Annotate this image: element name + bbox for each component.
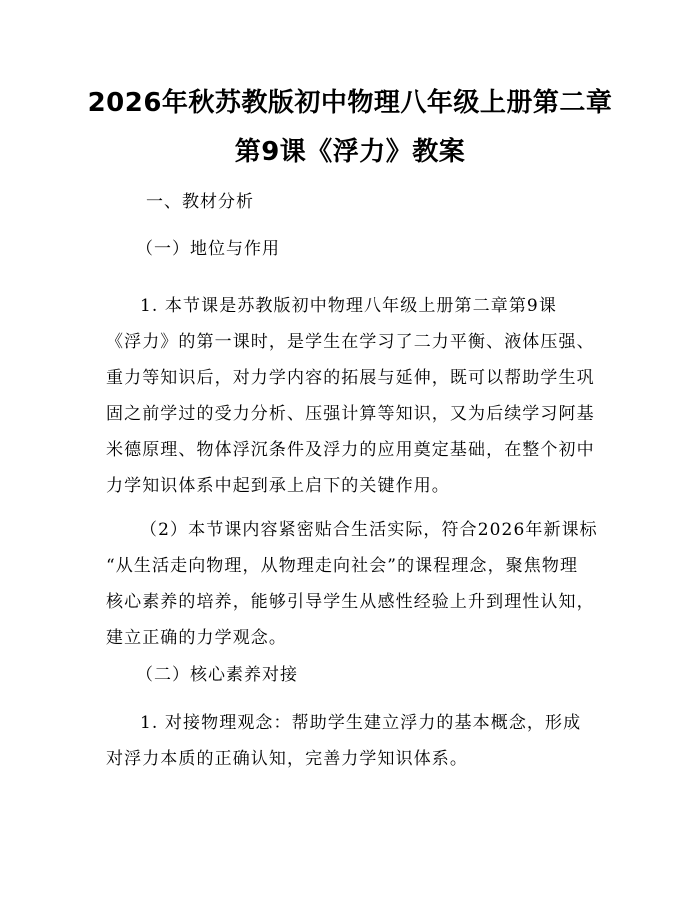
- paragraph-line: 建立正确的力学观念。: [106, 628, 287, 648]
- paragraph-line: 重力等知识后，对力学内容的拓展与延伸，既可以帮助学生巩: [106, 368, 595, 388]
- section-heading-textbook-analysis: 一、教材分析: [146, 192, 254, 212]
- paragraph-line: 《浮力》的第一课时，是学生在学习了二力平衡、液体压强、: [106, 332, 595, 352]
- paragraph-position-role-2: [106, 512, 602, 656]
- paragraph-line: 核心素养的培养，能够引导学生从感性经验上升到理性认知，: [106, 592, 595, 612]
- paragraph-line: （2）本节课内容紧密贴合生活实际，符合2026年新课标: [140, 520, 598, 540]
- paragraph-line: 对浮力本质的正确认知，完善力学知识体系。: [106, 749, 468, 769]
- paragraph-line: 1. 本节课是苏教版初中物理八年级上册第二章第9课: [140, 296, 557, 316]
- paragraph-line: 米德原理、物体浮沉条件及浮力的应用奠定基础，在整个初中: [106, 440, 595, 460]
- paragraph-line: 力学知识体系中起到承上启下的关键作用。: [106, 476, 450, 496]
- paragraph-position-role-1: [106, 288, 602, 504]
- document-title-line-2: 第9课《浮力》教案: [234, 137, 466, 167]
- subsection-heading-core-literacy: （二）核心素养对接: [136, 665, 298, 685]
- subsection-heading-position-role: （一）地位与作用: [136, 239, 280, 259]
- paragraph-core-literacy-1: [106, 705, 602, 777]
- paragraph-line: “从生活走向物理，从物理走向社会”的课程理念，聚焦物理: [106, 556, 579, 576]
- document-title-line-1: 2026年秋苏教版初中物理八年级上册第二章: [87, 88, 613, 118]
- paragraph-line: 1. 对接物理观念：帮助学生建立浮力的基本概念，形成: [140, 713, 582, 733]
- paragraph-line: 固之前学过的受力分析、压强计算等知识，又为后续学习阿基: [106, 404, 595, 424]
